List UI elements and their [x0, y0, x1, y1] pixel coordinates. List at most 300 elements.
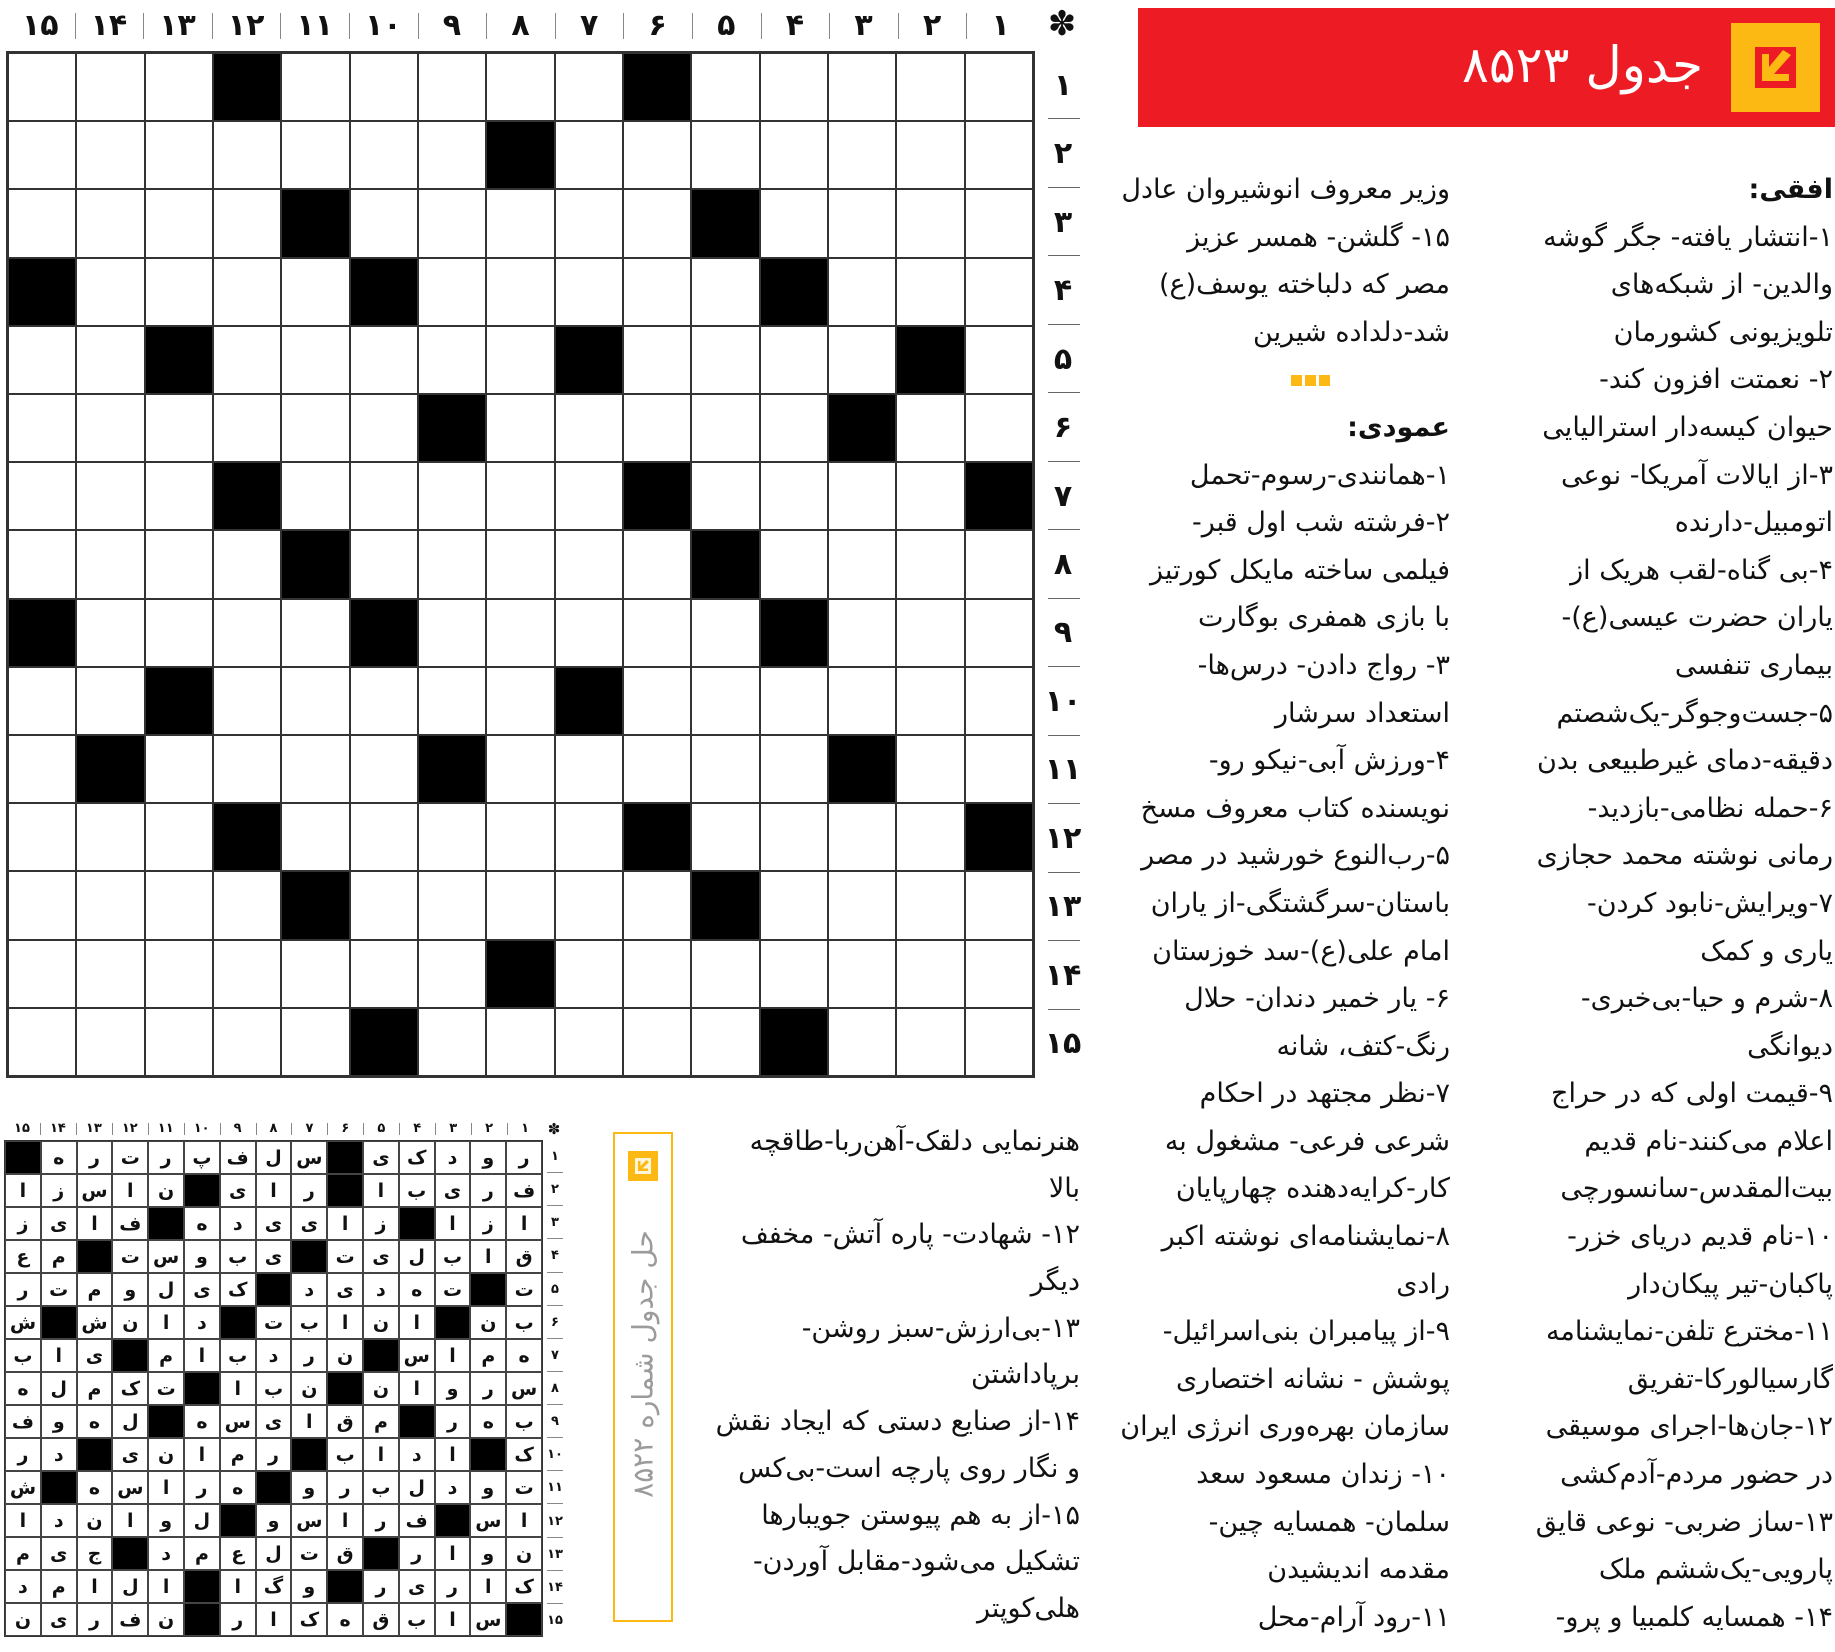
- clue-line: تشکیل می‌شود-مقابل آوردن-: [752, 1546, 1080, 1578]
- solution-letter-cell: ز: [470, 1207, 506, 1240]
- black-cell: [760, 1008, 828, 1076]
- solution-letter-cell: ا: [112, 1504, 148, 1537]
- empty-cell: [350, 803, 418, 871]
- empty-cell: [760, 326, 828, 394]
- clue-line: بالا: [1048, 1172, 1080, 1204]
- clue-line: ۱۴-از صنایع دستی که ایجاد نقش: [715, 1406, 1080, 1438]
- clue-line: ۱۵-از به هم پیوستن جویبارها: [761, 1499, 1080, 1531]
- solution-letter-cell: ه: [327, 1603, 363, 1636]
- empty-cell: [760, 803, 828, 871]
- empty-cell: [213, 735, 281, 803]
- empty-cell: [828, 530, 896, 598]
- solution-letter-cell: ع: [5, 1240, 41, 1273]
- solution-row-label: ۱۵: [547, 1612, 563, 1628]
- empty-cell: [145, 121, 213, 189]
- empty-cell: [418, 803, 486, 871]
- empty-cell: [76, 599, 144, 667]
- solution-black-cell: [506, 1603, 542, 1636]
- solution-letter-cell: ا: [363, 1174, 399, 1207]
- empty-cell: [555, 1008, 623, 1076]
- solution-letter-cell: ب: [291, 1306, 327, 1339]
- solution-letter-cell: ب: [327, 1438, 363, 1471]
- empty-cell: [760, 462, 828, 530]
- solution-letter-cell: ر: [363, 1570, 399, 1603]
- empty-cell: [555, 53, 623, 121]
- solution-black-cell: [363, 1339, 399, 1372]
- solution-letter-cell: ق: [506, 1240, 542, 1273]
- solution-letter-cell: ت: [112, 1240, 148, 1273]
- empty-cell: [350, 462, 418, 530]
- solution-black-cell: [327, 1141, 363, 1174]
- empty-cell: [486, 394, 554, 462]
- solution-letter-cell: ر: [148, 1141, 184, 1174]
- clue-line: ۱۰-نام قدیم دریای خزر-: [1567, 1221, 1833, 1253]
- empty-cell: [965, 326, 1033, 394]
- solution-letter-cell: ل: [256, 1537, 292, 1570]
- solution-letter-cell: س: [399, 1339, 435, 1372]
- solution-letter-cell: ا: [184, 1339, 220, 1372]
- solution-letter-cell: ق: [363, 1603, 399, 1636]
- solution-letter-cell: ر: [5, 1273, 41, 1306]
- solution-letter-cell: ق: [327, 1537, 363, 1570]
- empty-cell: [8, 530, 76, 598]
- black-cell: [350, 1008, 418, 1076]
- solution-row-label: ۱۰: [545, 1438, 565, 1471]
- row-label: ۷: [1042, 462, 1084, 530]
- solution-row-label: ۱۲: [545, 1504, 565, 1537]
- empty-cell: [828, 121, 896, 189]
- clue-line: ۲- نعمتت افزون کند-: [1599, 364, 1833, 396]
- solution-letter-cell: گ: [256, 1570, 292, 1603]
- solution-letter-cell: ا: [327, 1504, 363, 1537]
- solution-letter-cell: ت: [327, 1240, 363, 1273]
- empty-cell: [486, 258, 554, 326]
- empty-cell: [8, 189, 76, 257]
- column-label: ۱: [966, 4, 1035, 48]
- solution-letter-cell: س: [148, 1240, 184, 1273]
- empty-cell: [145, 530, 213, 598]
- solution-letter-cell: د: [363, 1273, 399, 1306]
- empty-cell: [76, 462, 144, 530]
- empty-cell: [555, 462, 623, 530]
- solution-letter-cell: ر: [470, 1372, 506, 1405]
- empty-cell: [691, 940, 759, 1008]
- empty-cell: [828, 1008, 896, 1076]
- puzzle-title: جدول ۸۵۲۳: [1462, 36, 1703, 94]
- empty-cell: [623, 667, 691, 735]
- empty-cell: [281, 394, 349, 462]
- solution-letter-cell: ا: [112, 1174, 148, 1207]
- empty-cell: [350, 530, 418, 598]
- arrow-down-left-icon: [628, 1151, 658, 1181]
- empty-cell: [896, 871, 964, 939]
- empty-cell: [555, 599, 623, 667]
- solution-letter-cell: س: [506, 1372, 542, 1405]
- empty-cell: [828, 667, 896, 735]
- solution-letter-cell: و: [112, 1273, 148, 1306]
- empty-cell: [555, 871, 623, 939]
- solution-column-label: ۱۵: [14, 1121, 30, 1136]
- solution-letter-cell: ی: [41, 1537, 77, 1570]
- empty-cell: [213, 871, 281, 939]
- empty-cell: [691, 803, 759, 871]
- solution-black-cell: [184, 1570, 220, 1603]
- row-label: ۱۰: [1042, 667, 1084, 735]
- empty-cell: [691, 462, 759, 530]
- solution-letter-cell: ه: [5, 1372, 41, 1405]
- solution-letter-cell: ن: [148, 1174, 184, 1207]
- solution-letter-cell: ه: [77, 1471, 113, 1504]
- solution-letter-cell: ا: [506, 1504, 542, 1537]
- solution-letter-cell: ا: [148, 1471, 184, 1504]
- empty-cell: [281, 599, 349, 667]
- empty-cell: [350, 667, 418, 735]
- solution-letter-cell: ق: [327, 1405, 363, 1438]
- black-cell: [760, 258, 828, 326]
- solution-letter-cell: ا: [256, 1174, 292, 1207]
- empty-cell: [555, 530, 623, 598]
- black-cell: [896, 326, 964, 394]
- clue-line: رمانی نوشته محمد حجازی: [1536, 840, 1833, 872]
- clue-line: ۴-ورزش آبی-نیکو رو-: [1208, 745, 1450, 777]
- solution-letter-cell: ه: [41, 1141, 77, 1174]
- empty-cell: [965, 735, 1033, 803]
- solution-row-label: ۸: [545, 1372, 565, 1405]
- clue-line: پارویی-یک‌ششم ملک: [1598, 1554, 1833, 1586]
- solution-letter-cell: ت: [256, 1306, 292, 1339]
- solution-letter-cell: م: [184, 1537, 220, 1570]
- clue-line: ۵-جست‌وجوگر-یک‌شصتم: [1556, 697, 1833, 729]
- empty-cell: [691, 53, 759, 121]
- solution-letter-cell: ا: [470, 1570, 506, 1603]
- black-cell: [418, 394, 486, 462]
- empty-cell: [76, 530, 144, 598]
- solution-letter-cell: د: [41, 1438, 77, 1471]
- clue-line: باستان-سرگشتگی-از یاران: [1150, 887, 1450, 919]
- clue-line: ۸-نمایشنامه‌ای نوشته اکبر: [1161, 1221, 1450, 1253]
- empty-cell: [350, 326, 418, 394]
- clue-line: ۳-از ایالات آمریکا- نوعی: [1561, 459, 1833, 491]
- solution-letter-cell: م: [41, 1570, 77, 1603]
- empty-cell: [965, 940, 1033, 1008]
- empty-cell: [486, 871, 554, 939]
- corner-symbol: ✽: [1047, 4, 1077, 44]
- solution-black-cell: [435, 1504, 471, 1537]
- clue-line: ۱-همانندی-رسوم-تحمل: [1189, 459, 1450, 491]
- empty-cell: [145, 735, 213, 803]
- empty-cell: [896, 667, 964, 735]
- empty-cell: [76, 803, 144, 871]
- empty-cell: [896, 462, 964, 530]
- empty-cell: [555, 803, 623, 871]
- solution-letter-cell: ز: [363, 1207, 399, 1240]
- solution-letter-cell: ر: [220, 1603, 256, 1636]
- row-label: ۱: [1042, 51, 1084, 119]
- empty-cell: [8, 121, 76, 189]
- clue-line: گارسیالورکا-تفریق: [1627, 1363, 1833, 1395]
- solution-letter-cell: ک: [506, 1438, 542, 1471]
- solution-letter-cell: ا: [184, 1438, 220, 1471]
- solution-black-cell: [184, 1603, 220, 1636]
- empty-cell: [828, 599, 896, 667]
- empty-cell: [691, 121, 759, 189]
- solution-letter-cell: ی: [220, 1174, 256, 1207]
- empty-cell: [760, 940, 828, 1008]
- clue-line: استعداد سرشار: [1275, 697, 1450, 729]
- clue-line: رنگ-کتف، شانه: [1276, 1030, 1450, 1062]
- solution-label-box: [613, 1132, 673, 1622]
- solution-letter-cell: ر: [470, 1174, 506, 1207]
- empty-cell: [418, 940, 486, 1008]
- empty-cell: [828, 940, 896, 1008]
- empty-cell: [896, 394, 964, 462]
- black-cell: [8, 258, 76, 326]
- empty-cell: [281, 258, 349, 326]
- clue-line: ۱۲- شهادت- پاره آتش- مخفف: [740, 1219, 1080, 1251]
- solution-letter-cell: د: [220, 1207, 256, 1240]
- solution-letter-cell: ی: [256, 1207, 292, 1240]
- clue-line: مصر که دلباخته یوسف(ع): [1158, 269, 1450, 301]
- empty-cell: [145, 258, 213, 326]
- solution-letter-cell: ر: [363, 1504, 399, 1537]
- empty-cell: [623, 940, 691, 1008]
- solution-letter-cell: ب: [5, 1339, 41, 1372]
- solution-letter-cell: ت: [506, 1471, 542, 1504]
- solution-letter-cell: ا: [256, 1603, 292, 1636]
- clue-line: ۴-بی گناه-لقب هریک از: [1570, 554, 1833, 586]
- solution-column-label: ۷: [291, 1119, 327, 1139]
- solution-letter-cell: م: [220, 1438, 256, 1471]
- solution-row-label: ۳: [545, 1206, 565, 1239]
- solution-letter-cell: د: [291, 1273, 327, 1306]
- solution-row-label: ۲: [545, 1173, 565, 1206]
- solution-letter-cell: ن: [148, 1438, 184, 1471]
- solution-column-label: ۱: [507, 1119, 543, 1139]
- solution-letter-cell: ی: [184, 1273, 220, 1306]
- empty-cell: [486, 326, 554, 394]
- empty-cell: [76, 667, 144, 735]
- clue-line: اعلام می‌کنند-نام قدیم: [1584, 1125, 1833, 1157]
- clue-line: ۱۵- گلشن- همسر عزیز: [1187, 221, 1450, 253]
- solution-black-cell: [184, 1372, 220, 1405]
- solution-black-cell: [327, 1570, 363, 1603]
- solution-column-label: ۱۰: [184, 1119, 220, 1139]
- black-cell: [965, 462, 1033, 530]
- solution-letter-cell: ی: [256, 1405, 292, 1438]
- solution-letter-cell: و: [41, 1405, 77, 1438]
- clue-line: بیماری تنفسی: [1674, 649, 1833, 681]
- clue-line: یاران حضرت عیسی(ع)-: [1561, 602, 1833, 634]
- row-label: ۵: [1042, 325, 1084, 393]
- solution-black-cell: [256, 1471, 292, 1504]
- column-label: ۱۵: [22, 8, 59, 43]
- clue-line: رادی: [1396, 1268, 1450, 1300]
- solution-letter-cell: ا: [435, 1207, 471, 1240]
- clue-line: در حضور مردم-آدم‌کشی: [1560, 1459, 1833, 1491]
- empty-cell: [145, 871, 213, 939]
- solution-letter-cell: ا: [5, 1174, 41, 1207]
- vertical-clue-lines: [1120, 452, 1450, 1642]
- solution-letter-cell: و: [291, 1471, 327, 1504]
- empty-cell: [76, 326, 144, 394]
- solution-letter-cell: ه: [184, 1207, 220, 1240]
- empty-cell: [418, 599, 486, 667]
- solution-letter-cell: س: [470, 1504, 506, 1537]
- black-cell: [145, 326, 213, 394]
- black-cell: [213, 803, 281, 871]
- solution-black-cell: [112, 1537, 148, 1570]
- empty-cell: [623, 326, 691, 394]
- clue-line: ۱۱-مخترع تلفن-نمایشنامه: [1545, 1316, 1833, 1348]
- solution-letter-cell: د: [148, 1537, 184, 1570]
- empty-cell: [213, 940, 281, 1008]
- empty-cell: [623, 735, 691, 803]
- solution-letter-cell: ب: [506, 1306, 542, 1339]
- empty-cell: [418, 326, 486, 394]
- empty-cell: [623, 258, 691, 326]
- empty-cell: [76, 121, 144, 189]
- solution-letter-cell: ی: [435, 1174, 471, 1207]
- empty-cell: [8, 735, 76, 803]
- empty-cell: [965, 189, 1033, 257]
- solution-letter-cell: ت: [435, 1273, 471, 1306]
- solution-letter-cell: ب: [399, 1174, 435, 1207]
- clue-line: مقدمه اندیشیدن: [1267, 1554, 1450, 1586]
- solution-letter-cell: ل: [399, 1471, 435, 1504]
- solution-black-cell: [363, 1537, 399, 1570]
- solution-letter-cell: م: [363, 1405, 399, 1438]
- solution-letter-cell: س: [470, 1603, 506, 1636]
- solution-letter-cell: ه: [506, 1339, 542, 1372]
- empty-cell: [965, 394, 1033, 462]
- empty-cell: [76, 394, 144, 462]
- clue-line: کار-کرایه‌دهنده چهارپایان: [1175, 1173, 1450, 1205]
- column-label: ۱۱: [280, 4, 349, 48]
- empty-cell: [965, 258, 1033, 326]
- solution-black-cell: [184, 1174, 220, 1207]
- black-cell: [555, 326, 623, 394]
- empty-cell: [418, 1008, 486, 1076]
- horizontal-clue-lines-continued: [1120, 166, 1450, 356]
- empty-cell: [691, 599, 759, 667]
- empty-cell: [896, 940, 964, 1008]
- empty-cell: [760, 871, 828, 939]
- empty-cell: [486, 667, 554, 735]
- solution-letter-cell: د: [435, 1141, 471, 1174]
- black-cell: [828, 394, 896, 462]
- solution-letter-cell: ن: [506, 1537, 542, 1570]
- solution-letter-cell: و: [435, 1372, 471, 1405]
- solution-letter-cell: ل: [256, 1141, 292, 1174]
- empty-cell: [281, 667, 349, 735]
- solution-letter-cell: س: [77, 1174, 113, 1207]
- solution-letter-cell: ا: [5, 1504, 41, 1537]
- empty-cell: [350, 394, 418, 462]
- row-label: ۱۲: [1042, 804, 1084, 872]
- empty-cell: [76, 53, 144, 121]
- clue-line: ۱۴- همسایه کلمبیا و پرو-: [1555, 1601, 1833, 1633]
- solution-black-cell: [41, 1471, 77, 1504]
- clue-line: و نگار روی پارچه است-بی‌کس: [738, 1452, 1080, 1484]
- empty-cell: [418, 258, 486, 326]
- clue-line: سلمان- همسایه چین-: [1208, 1506, 1450, 1538]
- solution-row-label: ۶: [545, 1306, 565, 1339]
- column-label: ۸: [486, 4, 555, 48]
- solution-black-cell: [41, 1306, 77, 1339]
- black-cell: [213, 462, 281, 530]
- empty-cell: [350, 871, 418, 939]
- clues-middle-column: [1120, 166, 1450, 1641]
- solution-letter-cell: ی: [363, 1141, 399, 1174]
- horizontal-heading: افقی:: [1748, 174, 1833, 205]
- empty-cell: [828, 189, 896, 257]
- solution-letter-cell: ا: [399, 1372, 435, 1405]
- solution-letter-cell: ج: [77, 1537, 113, 1570]
- empty-cell: [145, 599, 213, 667]
- empty-cell: [486, 735, 554, 803]
- empty-cell: [418, 667, 486, 735]
- solution-letter-cell: ک: [220, 1273, 256, 1306]
- solution-letter-cell: ب: [399, 1603, 435, 1636]
- clue-line: ۱۳-ساز ضربی- نوعی قایق: [1535, 1506, 1833, 1538]
- vertical-heading: عمودی:: [1347, 411, 1450, 443]
- black-cell: [281, 530, 349, 598]
- empty-cell: [281, 53, 349, 121]
- empty-cell: [555, 189, 623, 257]
- empty-cell: [828, 803, 896, 871]
- clue-line: شد-دلداده شیرین: [1253, 316, 1450, 348]
- solution-letter-cell: ک: [291, 1603, 327, 1636]
- solution-letter-cell: ی: [77, 1339, 113, 1372]
- solution-letter-cell: ن: [112, 1306, 148, 1339]
- empty-cell: [760, 121, 828, 189]
- row-label: ۸: [1042, 530, 1084, 598]
- black-cell: [691, 871, 759, 939]
- solution-letter-cell: ر: [5, 1438, 41, 1471]
- solution-letter-cell: ت: [506, 1273, 542, 1306]
- empty-cell: [76, 940, 144, 1008]
- empty-cell: [8, 803, 76, 871]
- solution-letter-cell: ف: [220, 1141, 256, 1174]
- empty-cell: [418, 189, 486, 257]
- black-cell: [486, 940, 554, 1008]
- empty-cell: [896, 599, 964, 667]
- empty-cell: [76, 189, 144, 257]
- solution-black-cell: [220, 1306, 256, 1339]
- solution-letter-cell: ن: [291, 1372, 327, 1405]
- solution-column-label: ۵: [363, 1119, 399, 1139]
- clue-line: دیگر: [1030, 1266, 1080, 1298]
- solution-letter-cell: ا: [41, 1339, 77, 1372]
- black-cell: [965, 803, 1033, 871]
- empty-cell: [418, 53, 486, 121]
- clue-line: امام علی(ع)-سد خوزستان: [1152, 935, 1450, 967]
- clue-line: هلی‌کوپتر: [976, 1592, 1080, 1624]
- solution-letter-cell: ا: [77, 1570, 113, 1603]
- solution-letter-cell: س: [291, 1504, 327, 1537]
- solution-letter-cell: ر: [435, 1405, 471, 1438]
- clue-line: بیت‌المقدس-سانسورچی: [1560, 1173, 1833, 1205]
- empty-cell: [8, 53, 76, 121]
- solution-letter-cell: س: [291, 1141, 327, 1174]
- solution-column-label: ۱۲: [112, 1119, 148, 1139]
- row-label: ۱۴: [1042, 941, 1084, 1009]
- clue-line: دیوانگی: [1747, 1030, 1833, 1062]
- solution-black-cell: [112, 1339, 148, 1372]
- solution-black-cell: [77, 1438, 113, 1471]
- empty-cell: [896, 735, 964, 803]
- solution-letter-cell: ک: [399, 1141, 435, 1174]
